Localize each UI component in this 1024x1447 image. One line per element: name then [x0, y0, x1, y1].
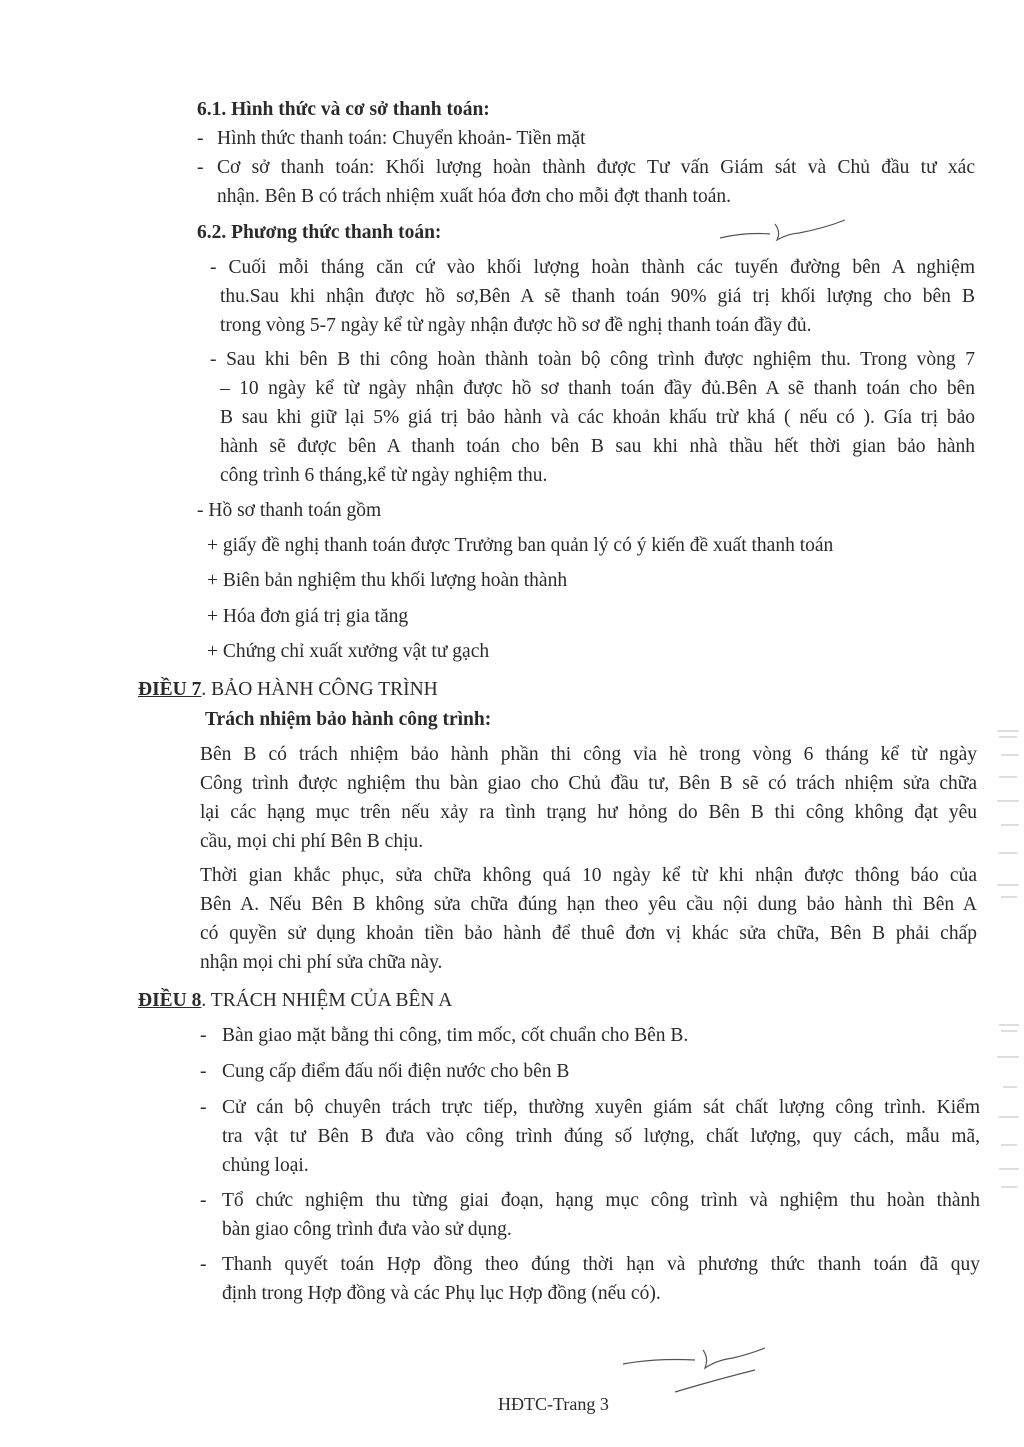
party-a-duty-3-line-1: Cử cán bộ chuyên trách trực tiếp, thường xuyên giám sát chất lượng công trình. Kiểm	[222, 1097, 980, 1118]
warranty-p2-line-1: Thời gian khắc phục, sửa chữa không quá 10 ngày kể từ khi nhận được thông báo của	[200, 865, 977, 886]
footer-signature-icon	[615, 1340, 775, 1400]
page-footer: HĐTC-Trang 3	[498, 1394, 609, 1414]
bullet-dash: -	[200, 1097, 207, 1118]
bullet-dash: -	[200, 1254, 207, 1275]
warranty-p1-line-4: cầu, mọi chi phí Bên B chịu.	[200, 831, 424, 852]
edge-bleed-marks-icon	[995, 725, 1024, 1205]
final-payment-line-3: B sau khi giữ lại 5% giá trị bảo hành và các khoản khấu trừ khá ( nếu có ). Gía trị bảo	[220, 407, 975, 428]
warranty-p2-line-2: Bên A. Nếu Bên B không sửa chữa đúng hạn theo yêu cầu nội dung bảo hành thì Bên A	[200, 894, 977, 915]
article-8-title: . TRÁCH NHIỆM CỦA BÊN A	[201, 990, 453, 1011]
payment-documents-intro: - Hồ sơ thanh toán gồm	[197, 500, 382, 521]
payment-form-item: Hình thức thanh toán: Chuyển khoản- Tiền mặt	[217, 128, 586, 149]
payment-document-item: + Chứng chỉ xuất xưởng vật tư gạch	[207, 641, 490, 662]
monthly-payment-line-1: - Cuối mỗi tháng căn cứ vào khối lượng hoàn thành các tuyến đường bên A nghiệm	[210, 257, 975, 278]
warranty-p2-line-4: nhận mọi chi phí sửa chữa này.	[200, 952, 443, 973]
party-a-duty-3-line-3: chủng loại.	[222, 1155, 309, 1176]
article-7-label: ĐIỀU 7	[138, 679, 202, 700]
final-payment-line-5: công trình 6 tháng,kể từ ngày nghiệm thu.	[220, 465, 548, 486]
article-7-title: . BẢO HÀNH CÔNG TRÌNH	[201, 679, 438, 700]
monthly-payment-line-3: trong vòng 5-7 ngày kể từ ngày nhận được hồ sơ đề nghị thanh toán đầy đủ.	[220, 315, 812, 336]
monthly-payment-line-2: thu.Sau khi nhận được hồ sơ,Bên A sẽ thanh toán 90% giá trị khối lượng cho bên B	[220, 286, 975, 307]
initials-signature-icon	[715, 214, 850, 249]
section-6-2-heading: 6.2. Phương thức thanh toán:	[197, 222, 442, 243]
warranty-p2-line-3: có quyền sử dụng khoản tiền bảo hành để thuê đơn vị khác sửa chữa, Bên B phải chấp	[200, 923, 977, 944]
party-a-duty-5-line-2: định trong Hợp đồng và các Phụ lục Hợp đồng (nếu có).	[222, 1283, 661, 1304]
warranty-p1-line-1: Bên B có trách nhiệm bảo hành phần thi công vỉa hè trong vòng 6 tháng kể từ ngày	[200, 744, 977, 765]
final-payment-line-4: hành sẽ được bên A thanh toán cho bên B sau khi nhà thầu hết thời gian bảo hành	[220, 436, 975, 457]
party-a-duty-4-line-1: Tổ chức nghiệm thu từng giai đoạn, hạng mục công trình và nghiệm thu hoàn thành	[222, 1190, 980, 1211]
party-a-duty-5-line-1: Thanh quyết toán Hợp đồng theo đúng thời hạn và phương thức thanh toán đã quy	[222, 1254, 980, 1275]
bullet-dash: -	[200, 1025, 207, 1046]
article-8-label: ĐIỀU 8	[138, 990, 202, 1011]
section-6-1-heading: 6.1. Hình thức và cơ sở thanh toán:	[197, 99, 490, 120]
final-payment-line-1: - Sau khi bên B thi công hoàn thành toàn bộ công trình được nghiệm thu. Trong vòng 7	[210, 349, 975, 370]
article-7-subheading: Trách nhiệm bảo hành công trình:	[205, 709, 492, 730]
bullet-dash: -	[200, 1061, 207, 1082]
bullet-dash: -	[197, 157, 204, 178]
warranty-p1-line-3: lại các hạng mục trên nếu xảy ra tình trạng hư hỏng do Bên B thi công không đạt yêu	[200, 802, 977, 823]
payment-basis-line-1: Cơ sở thanh toán: Khối lượng hoàn thành được Tư vấn Giám sát và Chủ đầu tư xác	[217, 157, 975, 178]
payment-document-item: + giấy đề nghị thanh toán được Trưởng ban quản lý có ý kiến đề xuất thanh toán	[207, 535, 834, 556]
payment-document-item: + Biên bản nghiệm thu khối lượng hoàn thành	[207, 570, 568, 591]
warranty-p1-line-2: Công trình được nghiệm thu bàn giao cho Chủ đầu tư, Bên B sẽ có trách nhiệm sửa chữa	[200, 773, 977, 794]
article-8-heading	[138, 986, 452, 1015]
party-a-duty-3-line-2: tra vật tư Bên B đưa vào công trình đúng số lượng, chất lượng, quy cách, mẫu mã,	[222, 1126, 980, 1147]
article-7-heading	[138, 675, 438, 704]
party-a-duty-1: Bàn giao mặt bằng thi công, tim mốc, cốt chuẩn cho Bên B.	[222, 1025, 689, 1046]
bullet-dash: -	[197, 128, 204, 149]
party-a-duty-2: Cung cấp điểm đấu nối điện nước cho bên B	[222, 1061, 570, 1082]
bullet-dash: -	[200, 1190, 207, 1211]
party-a-duty-4-line-2: bàn giao công trình đưa vào sử dụng.	[222, 1219, 512, 1240]
payment-basis-line-2: nhận. Bên B có trách nhiệm xuất hóa đơn cho mỗi đợt thanh toán.	[217, 186, 731, 207]
payment-document-item: + Hóa đơn giá trị gia tăng	[207, 606, 409, 627]
final-payment-line-2: – 10 ngày kể từ ngày nhận được hồ sơ thanh toán đầy đủ.Bên A sẽ thanh toán cho bên	[220, 378, 975, 399]
